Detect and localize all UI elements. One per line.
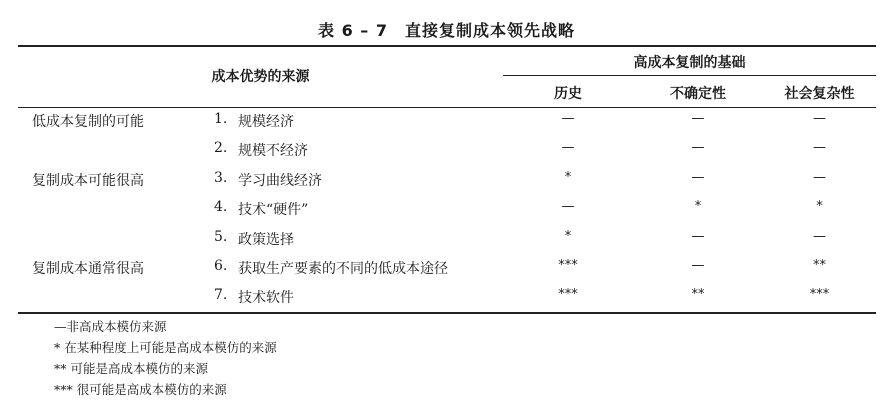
header-col-uncertainty: 不确定性	[670, 86, 726, 102]
header-col-history: 历史	[554, 86, 582, 102]
table-row	[0, 111, 893, 141]
header-source: 成本优势的来源	[211, 69, 310, 85]
mark-history: ***	[558, 258, 578, 273]
row-category: 复制成本可能很高	[32, 173, 144, 189]
row-category: 复制成本通常很高	[32, 261, 144, 277]
table-row	[0, 199, 893, 229]
mark-history: —	[561, 111, 575, 126]
row-item: 规模经济	[238, 114, 294, 130]
mark-history: —	[561, 140, 575, 155]
row-number: 3.	[214, 170, 228, 186]
row-item: 学习曲线经济	[238, 173, 322, 189]
legend-notes	[54, 316, 277, 400]
table-row	[0, 229, 893, 259]
row-number: 4.	[214, 199, 228, 215]
row-item: 政策选择	[238, 232, 294, 248]
mark-uncertainty: —	[691, 170, 705, 185]
row-item: 获取生产要素的不同的低成本途径	[238, 261, 448, 277]
row-number: 6.	[214, 258, 228, 274]
note-none: —非高成本模仿来源	[54, 319, 167, 334]
mark-social-complexity: —	[813, 111, 826, 126]
row-number: 5.	[214, 229, 228, 245]
mark-uncertainty: —	[691, 229, 705, 244]
mark-uncertainty: —	[691, 111, 705, 126]
mark-uncertainty: —	[691, 140, 705, 155]
header-col-social-complexity: 社会复杂性	[784, 86, 855, 102]
row-item: 规模不经济	[238, 143, 308, 159]
note-single-star: * 在某种程度上可能是高成本模仿的来源	[54, 340, 277, 355]
mark-social-complexity: —	[813, 229, 826, 244]
mark-uncertainty: —	[691, 258, 705, 273]
row-item: 技术“硬件”	[238, 202, 309, 218]
group-underline	[503, 75, 876, 76]
mark-uncertainty: **	[691, 287, 705, 302]
row-item: 技术软件	[238, 290, 294, 306]
header-group: 高成本复制的基础	[633, 55, 746, 71]
mark-history: —	[561, 199, 575, 214]
mark-social-complexity: —	[813, 170, 826, 185]
top-rule	[18, 45, 876, 47]
mark-social-complexity: *	[816, 199, 823, 214]
mark-social-complexity: ***	[809, 287, 830, 302]
header-rule	[18, 107, 876, 108]
mark-social-complexity: —	[813, 140, 826, 155]
mark-history: *	[564, 229, 572, 244]
table-row	[0, 140, 893, 170]
table-row	[0, 170, 893, 200]
mark-uncertainty: *	[694, 199, 702, 214]
table-title: 表 6 – 7 直接复制成本领先战略	[318, 21, 575, 40]
row-category: 低成本复制的可能	[32, 114, 144, 130]
note-triple-star: *** 很可能是高成本模仿的来源	[54, 382, 227, 397]
mark-social-complexity: **	[813, 258, 826, 273]
row-number: 1.	[214, 111, 228, 127]
table-row	[0, 258, 893, 288]
mark-history: ***	[558, 287, 578, 302]
row-number: 2.	[214, 140, 228, 156]
row-number: 7.	[214, 287, 228, 303]
mark-history: *	[564, 170, 572, 185]
note-double-star: ** 可能是高成本模仿的来源	[54, 361, 208, 376]
bottom-rule	[18, 312, 876, 314]
